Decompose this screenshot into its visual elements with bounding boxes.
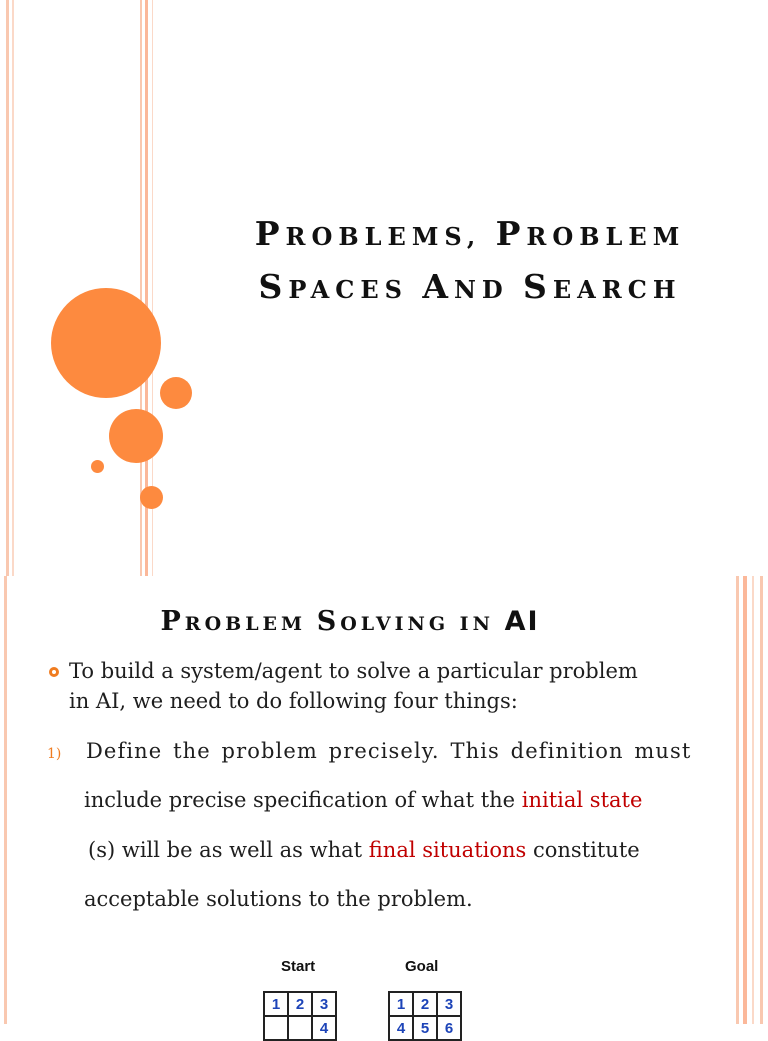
content-title-run: OLVING IN — [340, 613, 505, 635]
puzzle-goal-cell: 4 — [390, 1017, 412, 1039]
content-title-run: S — [316, 606, 341, 637]
list-item-line-2-text: include precise specification of what the — [84, 788, 522, 812]
decor-stripe — [736, 576, 739, 1024]
title-line-2 — [170, 263, 768, 316]
puzzle-start-cell: 4 — [313, 1017, 335, 1039]
title-line-1-run: ROBLEM — [526, 222, 686, 251]
puzzle-start-cell — [289, 1017, 311, 1039]
list-item-line-3 — [88, 838, 640, 862]
list-item-line-2 — [84, 788, 642, 812]
title-line-2-run: PACES — [288, 275, 423, 304]
title-line-2-run: S — [258, 267, 289, 306]
puzzle-goal-cell: 3 — [438, 993, 460, 1015]
puzzle-start-label: Start — [281, 958, 316, 975]
title-line-2-run: EARCH — [552, 275, 682, 304]
title-line-1 — [170, 210, 768, 263]
title-line-2-run: A — [422, 267, 454, 306]
decor-circle-tiny — [91, 460, 104, 473]
title-line-1-run: P — [254, 214, 286, 253]
title-line-2-run: S — [523, 267, 553, 306]
puzzle-start-cell: 2 — [289, 993, 311, 1015]
decor-stripe — [4, 576, 7, 1024]
puzzle-goal-label: Goal — [405, 958, 439, 975]
puzzle-goal-cell: 5 — [414, 1017, 436, 1039]
decor-stripe — [12, 0, 14, 576]
decor-stripe — [743, 576, 747, 1024]
content-title-run: AI — [504, 606, 540, 637]
bullet-ring-icon — [49, 667, 59, 677]
puzzle-start-cell: 1 — [265, 993, 287, 1015]
puzzle-goal-cell: 1 — [390, 993, 412, 1015]
list-item-line-4: acceptable solutions to the problem. — [84, 887, 473, 911]
decor-stripe — [760, 576, 763, 1024]
decor-circle-medium — [109, 409, 163, 463]
content-title-run: ROBLEM — [184, 613, 317, 635]
content-title-run: P — [160, 606, 185, 637]
puzzle-goal-cell: 6 — [438, 1017, 460, 1039]
slide-title — [170, 210, 768, 316]
title-line-1-run: P — [495, 214, 527, 253]
title-line-2-run: ND — [453, 275, 524, 304]
puzzle-goal-grid — [388, 991, 462, 1041]
puzzle-start-cell — [265, 1017, 287, 1039]
puzzle-goal-cell: 2 — [414, 993, 436, 1015]
decor-circle-large — [51, 288, 161, 398]
final-situations-highlight: final situations — [368, 838, 527, 862]
decor-circle-small — [140, 486, 163, 509]
bullet-line-2: in AI, we need to do following four things: — [69, 689, 518, 713]
list-number: 1) — [47, 746, 62, 762]
decor-circle-small — [160, 377, 192, 409]
list-item-line-3-end: constitute — [526, 838, 640, 862]
title-line-1-run: ROBLEMS, — [285, 222, 496, 251]
decor-stripe — [6, 0, 9, 576]
list-item-line-1: Define the problem precisely. This definition must — [86, 739, 692, 763]
content-slide-title — [0, 606, 700, 637]
decor-stripe — [752, 576, 754, 1024]
list-item-line-3-text: (s) will be as well as what — [88, 838, 369, 862]
bullet-line-1: To build a system/agent to solve a particular problem — [69, 659, 638, 683]
initial-state-highlight: initial state — [521, 788, 643, 812]
puzzle-start-cell: 3 — [313, 993, 335, 1015]
puzzle-start-grid — [263, 991, 337, 1041]
